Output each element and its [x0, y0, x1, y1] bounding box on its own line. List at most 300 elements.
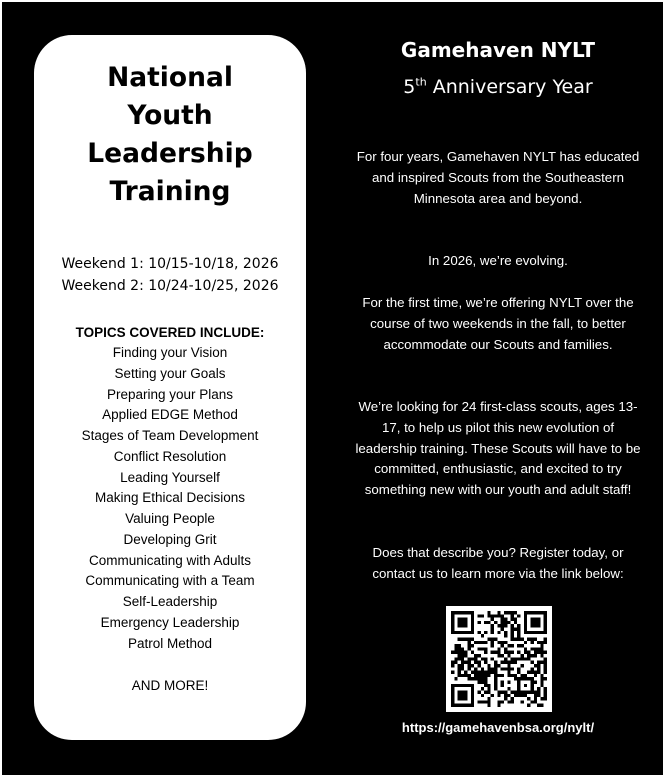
- qr-module: [540, 644, 543, 647]
- qr-module: [484, 651, 487, 654]
- qr-module: [517, 684, 520, 687]
- qr-module: [517, 677, 520, 680]
- org-title: Gamehaven NYLT: [400, 38, 596, 62]
- qr-module: [537, 664, 540, 667]
- qr-module: [474, 674, 477, 677]
- qr-module: [504, 618, 507, 621]
- topic-item: Emergency Leadership: [100, 614, 240, 630]
- qr-module: [477, 700, 480, 703]
- qr-module: [511, 644, 514, 647]
- qr-module: [458, 621, 461, 624]
- qr-module: [458, 647, 461, 650]
- qr-module: [487, 674, 490, 677]
- qr-module: [491, 671, 494, 674]
- qr-module: [464, 637, 467, 640]
- qr-module: [477, 671, 480, 674]
- qr-module: [454, 661, 457, 664]
- anniversary-heading: [350, 73, 646, 101]
- anniversary-ordinal: th: [415, 75, 427, 89]
- qr-module: [461, 697, 464, 700]
- and-more-text: AND MORE!: [131, 678, 209, 693]
- qr-module: [491, 694, 494, 697]
- qr-module: [451, 661, 454, 664]
- qr-module: [517, 667, 520, 670]
- qr-module: [544, 651, 547, 654]
- qr-module: [494, 661, 497, 664]
- qr-module: [458, 684, 461, 687]
- qr-module: [527, 671, 530, 674]
- qr-module: [504, 661, 507, 664]
- qr-module: [530, 618, 533, 621]
- intro-paragraph: For four years, Gamehaven NYLT has educated and inspired Scouts from the Southeastern Minnesota area and beyond.: [356, 149, 640, 206]
- qr-module: [537, 618, 540, 621]
- qr-module: [484, 671, 487, 674]
- qr-module: [468, 667, 471, 670]
- qr-module: [464, 704, 467, 707]
- qr-module: [474, 671, 477, 674]
- qr-module: [484, 681, 487, 684]
- qr-module: [471, 687, 474, 690]
- qr-module: [468, 611, 471, 614]
- qr-module: [540, 654, 543, 657]
- qr-module: [468, 647, 471, 650]
- qr-module: [527, 677, 530, 680]
- qr-module: [511, 667, 514, 670]
- qr-module: [514, 618, 517, 621]
- evolving-paragraph: In 2026, we’re evolving.: [428, 253, 568, 268]
- qr-module: [491, 631, 494, 634]
- qr-module: [464, 611, 467, 614]
- qr-module: [537, 611, 540, 614]
- topic-item: Developing Grit: [123, 531, 217, 547]
- qr-module: [494, 637, 497, 640]
- qr-module: [458, 664, 461, 667]
- qr-module: [501, 641, 504, 644]
- qr-module: [501, 684, 504, 687]
- qr-module: [491, 641, 494, 644]
- qr-module: [468, 631, 471, 634]
- qr-module: [481, 681, 484, 684]
- qr-module: [507, 611, 510, 614]
- qr-code-icon[interactable]: [446, 606, 552, 712]
- qr-module: [530, 684, 533, 687]
- qr-module: [537, 694, 540, 697]
- qr-module: [521, 657, 524, 660]
- qr-module: [511, 611, 514, 614]
- qr-module: [471, 677, 474, 680]
- qr-module: [530, 637, 533, 640]
- qr-module: [511, 631, 514, 634]
- qr-module: [517, 631, 520, 634]
- qr-module: [544, 618, 547, 621]
- qr-module: [468, 684, 471, 687]
- qr-module: [517, 644, 520, 647]
- qr-module: [474, 654, 477, 657]
- qr-module: [471, 664, 474, 667]
- qr-module: [461, 618, 464, 621]
- qr-module: [458, 618, 461, 621]
- qr-module: [454, 657, 457, 660]
- qr-module: [537, 671, 540, 674]
- qr-module: [491, 644, 494, 647]
- qr-module: [514, 661, 517, 664]
- qr-module: [524, 694, 527, 697]
- qr-module: [507, 664, 510, 667]
- qr-module: [504, 657, 507, 660]
- qr-module: [474, 677, 477, 680]
- qr-module: [494, 687, 497, 690]
- qr-module: [540, 661, 543, 664]
- qr-module: [511, 697, 514, 700]
- program-title: [34, 59, 306, 211]
- qr-module: [461, 624, 464, 627]
- qr-module: [517, 671, 520, 674]
- qr-module: [501, 654, 504, 657]
- qr-module: [514, 677, 517, 680]
- qr-module: [477, 690, 480, 693]
- qr-module: [471, 631, 474, 634]
- qr-module: [514, 674, 517, 677]
- topic-item: Setting your Goals: [114, 365, 226, 381]
- anniversary-number: 5: [403, 76, 416, 98]
- qr-module: [537, 641, 540, 644]
- qr-module: [481, 700, 484, 703]
- qr-module: [501, 690, 504, 693]
- qr-module: [521, 644, 524, 647]
- topic-item: Communicating with Adults: [88, 552, 252, 568]
- qr-module: [497, 641, 500, 644]
- qr-module: [491, 618, 494, 621]
- qr-module: [521, 664, 524, 667]
- qr-module: [458, 697, 461, 700]
- qr-module: [530, 677, 533, 680]
- qr-module: [507, 687, 510, 690]
- qr-module: [517, 687, 520, 690]
- qr-module: [464, 618, 467, 621]
- qr-module: [524, 614, 527, 617]
- topics-list: [34, 343, 306, 654]
- qr-module: [517, 690, 520, 693]
- qr-module: [537, 687, 540, 690]
- anniversary-text: Anniversary Year: [426, 76, 593, 98]
- qr-module: [530, 667, 533, 670]
- qr-module: [464, 661, 467, 664]
- qr-module: [544, 664, 547, 667]
- qr-module: [451, 624, 454, 627]
- qr-module: [484, 677, 487, 680]
- qr-module: [497, 631, 500, 634]
- qr-module: [521, 674, 524, 677]
- qr-module: [487, 621, 490, 624]
- qr-module: [514, 657, 517, 660]
- qr-module: [468, 637, 471, 640]
- qr-module: [530, 611, 533, 614]
- qr-module: [511, 628, 514, 631]
- qr-module: [517, 624, 520, 627]
- qr-module: [530, 687, 533, 690]
- qr-module: [461, 674, 464, 677]
- qr-module: [501, 614, 504, 617]
- qr-module: [458, 654, 461, 657]
- qr-module: [504, 697, 507, 700]
- topic-item: Applied EDGE Method: [102, 407, 238, 423]
- qr-module: [524, 618, 527, 621]
- qr-module: [544, 637, 547, 640]
- qr-module: [451, 628, 454, 631]
- qr-module: [540, 681, 543, 684]
- qr-module: [534, 697, 537, 700]
- qr-module: [487, 637, 490, 640]
- qr-module: [537, 667, 540, 670]
- qr-module: [487, 671, 490, 674]
- qr-module: [504, 634, 507, 637]
- qr-module: [484, 647, 487, 650]
- qr-module: [501, 621, 504, 624]
- qr-module: [540, 611, 543, 614]
- qr-module: [481, 647, 484, 650]
- qr-module: [544, 687, 547, 690]
- qr-module: [511, 700, 514, 703]
- qr-module: [471, 628, 474, 631]
- qr-module: [471, 611, 474, 614]
- qr-module: [477, 631, 480, 634]
- qr-module: [464, 671, 467, 674]
- qr-module: [534, 674, 537, 677]
- qr-module: [501, 661, 504, 664]
- qr-module: [454, 651, 457, 654]
- qr-module: [501, 667, 504, 670]
- qr-module: [514, 628, 517, 631]
- two-weekends-paragraph: For the first time, we’re offering NYLT over the course of two weekends in the fall, to better accommodate our Scouts and families.: [362, 295, 634, 352]
- qr-module: [471, 704, 474, 707]
- qr-module: [530, 647, 533, 650]
- qr-module: [511, 661, 514, 664]
- qr-module: [474, 641, 477, 644]
- qr-module: [471, 700, 474, 703]
- qr-module: [511, 614, 514, 617]
- qr-module: [484, 690, 487, 693]
- qr-module: [534, 694, 537, 697]
- qr-module: [494, 681, 497, 684]
- qr-module: [494, 674, 497, 677]
- topic-item: Patrol Method: [127, 635, 213, 651]
- qr-module: [501, 700, 504, 703]
- qr-module: [544, 671, 547, 674]
- qr-module: [504, 611, 507, 614]
- qr-module: [544, 611, 547, 614]
- qr-module: [530, 681, 533, 684]
- qr-module: [494, 621, 497, 624]
- qr-module: [464, 694, 467, 697]
- qr-module: [524, 674, 527, 677]
- qr-module: [461, 654, 464, 657]
- qr-module: [534, 618, 537, 621]
- qr-module: [511, 637, 514, 640]
- qr-module: [521, 690, 524, 693]
- qr-module: [521, 694, 524, 697]
- qr-module: [497, 690, 500, 693]
- qr-module: [507, 694, 510, 697]
- qr-code-graphic: [451, 611, 547, 707]
- qr-module: [461, 690, 464, 693]
- qr-module: [514, 621, 517, 624]
- qr-module: [540, 684, 543, 687]
- weekend-2-dates: Weekend 2: 10/24-10/25, 2026: [61, 278, 279, 294]
- qr-module: [464, 690, 467, 693]
- qr-module: [454, 631, 457, 634]
- qr-module: [524, 647, 527, 650]
- qr-module: [501, 618, 504, 621]
- info-column: [350, 2, 646, 775]
- qr-module: [530, 624, 533, 627]
- qr-module: [481, 677, 484, 680]
- qr-module: [504, 641, 507, 644]
- qr-module: [534, 621, 537, 624]
- program-title-line: Leadership: [87, 138, 253, 169]
- qr-module: [534, 681, 537, 684]
- qr-module: [544, 628, 547, 631]
- qr-module: [521, 637, 524, 640]
- qr-module: [471, 621, 474, 624]
- qr-module: [458, 674, 461, 677]
- qr-module: [471, 697, 474, 700]
- qr-module: [491, 657, 494, 660]
- qr-module: [517, 657, 520, 660]
- qr-module: [451, 704, 454, 707]
- qr-module: [464, 624, 467, 627]
- qr-module: [540, 704, 543, 707]
- qr-module: [504, 631, 507, 634]
- qr-module: [458, 651, 461, 654]
- qr-module: [451, 690, 454, 693]
- qr-module: [471, 684, 474, 687]
- qr-module: [524, 690, 527, 693]
- qr-module: [451, 684, 454, 687]
- qr-module: [527, 611, 530, 614]
- qr-module: [461, 651, 464, 654]
- qr-module: [468, 677, 471, 680]
- qr-module: [494, 651, 497, 654]
- qr-module: [534, 637, 537, 640]
- qr-module: [477, 621, 480, 624]
- registration-link[interactable]: https://gamehavenbsa.org/nylt/: [401, 720, 595, 735]
- qr-module: [501, 644, 504, 647]
- qr-module: [537, 651, 540, 654]
- qr-module: [484, 700, 487, 703]
- qr-module: [481, 667, 484, 670]
- qr-module: [481, 634, 484, 637]
- qr-module: [494, 671, 497, 674]
- qr-module: [507, 654, 510, 657]
- qr-module: [471, 637, 474, 640]
- qr-module: [524, 677, 527, 680]
- qr-module: [477, 674, 480, 677]
- qr-module: [461, 684, 464, 687]
- qr-module: [474, 657, 477, 660]
- qr-module: [461, 611, 464, 614]
- qr-module: [477, 677, 480, 680]
- qr-module: [544, 661, 547, 664]
- topic-item: Self-Leadership: [122, 594, 218, 609]
- qr-module: [504, 690, 507, 693]
- qr-module: [537, 661, 540, 664]
- qr-module: [530, 631, 533, 634]
- qr-module: [530, 621, 533, 624]
- qr-module: [454, 644, 457, 647]
- qr-module: [507, 700, 510, 703]
- flyer: [2, 2, 663, 775]
- qr-module: [468, 657, 471, 660]
- recruitment-paragraph: We’re looking for 24 first-class scouts, ages 13-17, to help us pilot this new evolution of leadership training. These Scouts will have to be committed, enthusiastic, and excited to try something new with our youth and adult staff!: [355, 399, 641, 498]
- qr-module: [544, 677, 547, 680]
- qr-module: [497, 654, 500, 657]
- qr-module: [464, 654, 467, 657]
- qr-module: [458, 657, 461, 660]
- topic-item: Communicating with a Team: [85, 573, 255, 589]
- qr-module: [534, 700, 537, 703]
- qr-module: [461, 621, 464, 624]
- qr-module: [471, 618, 474, 621]
- qr-module: [454, 684, 457, 687]
- qr-module: [464, 621, 467, 624]
- qr-module: [451, 700, 454, 703]
- qr-module: [481, 674, 484, 677]
- qr-module: [534, 611, 537, 614]
- qr-module: [494, 677, 497, 680]
- qr-module: [494, 684, 497, 687]
- qr-module: [537, 621, 540, 624]
- qr-module: [487, 667, 490, 670]
- qr-module: [534, 631, 537, 634]
- qr-module: [524, 657, 527, 660]
- qr-module: [530, 671, 533, 674]
- qr-module: [481, 687, 484, 690]
- qr-module: [458, 644, 461, 647]
- qr-module: [491, 628, 494, 631]
- qr-module: [458, 704, 461, 707]
- qr-module: [527, 657, 530, 660]
- qr-module: [517, 637, 520, 640]
- qr-module: [487, 664, 490, 667]
- qr-module: [491, 624, 494, 627]
- program-title-line: National: [107, 62, 233, 93]
- qr-module: [451, 687, 454, 690]
- qr-module: [527, 697, 530, 700]
- qr-module: [497, 647, 500, 650]
- qr-module: [471, 644, 474, 647]
- qr-module: [494, 667, 497, 670]
- qr-module: [511, 674, 514, 677]
- qr-module: [527, 651, 530, 654]
- qr-module: [511, 618, 514, 621]
- qr-module: [487, 684, 490, 687]
- qr-module: [471, 624, 474, 627]
- qr-module: [487, 690, 490, 693]
- qr-module: [507, 651, 510, 654]
- qr-module: [461, 667, 464, 670]
- qr-module: [461, 647, 464, 650]
- qr-module: [481, 641, 484, 644]
- topic-item: Preparing your Plans: [106, 386, 234, 402]
- qr-module: [468, 674, 471, 677]
- qr-module: [497, 674, 500, 677]
- topics-card: [34, 35, 306, 740]
- qr-module: [501, 681, 504, 684]
- qr-module: [544, 690, 547, 693]
- qr-module: [461, 631, 464, 634]
- qr-module: [487, 611, 490, 614]
- qr-module: [487, 687, 490, 690]
